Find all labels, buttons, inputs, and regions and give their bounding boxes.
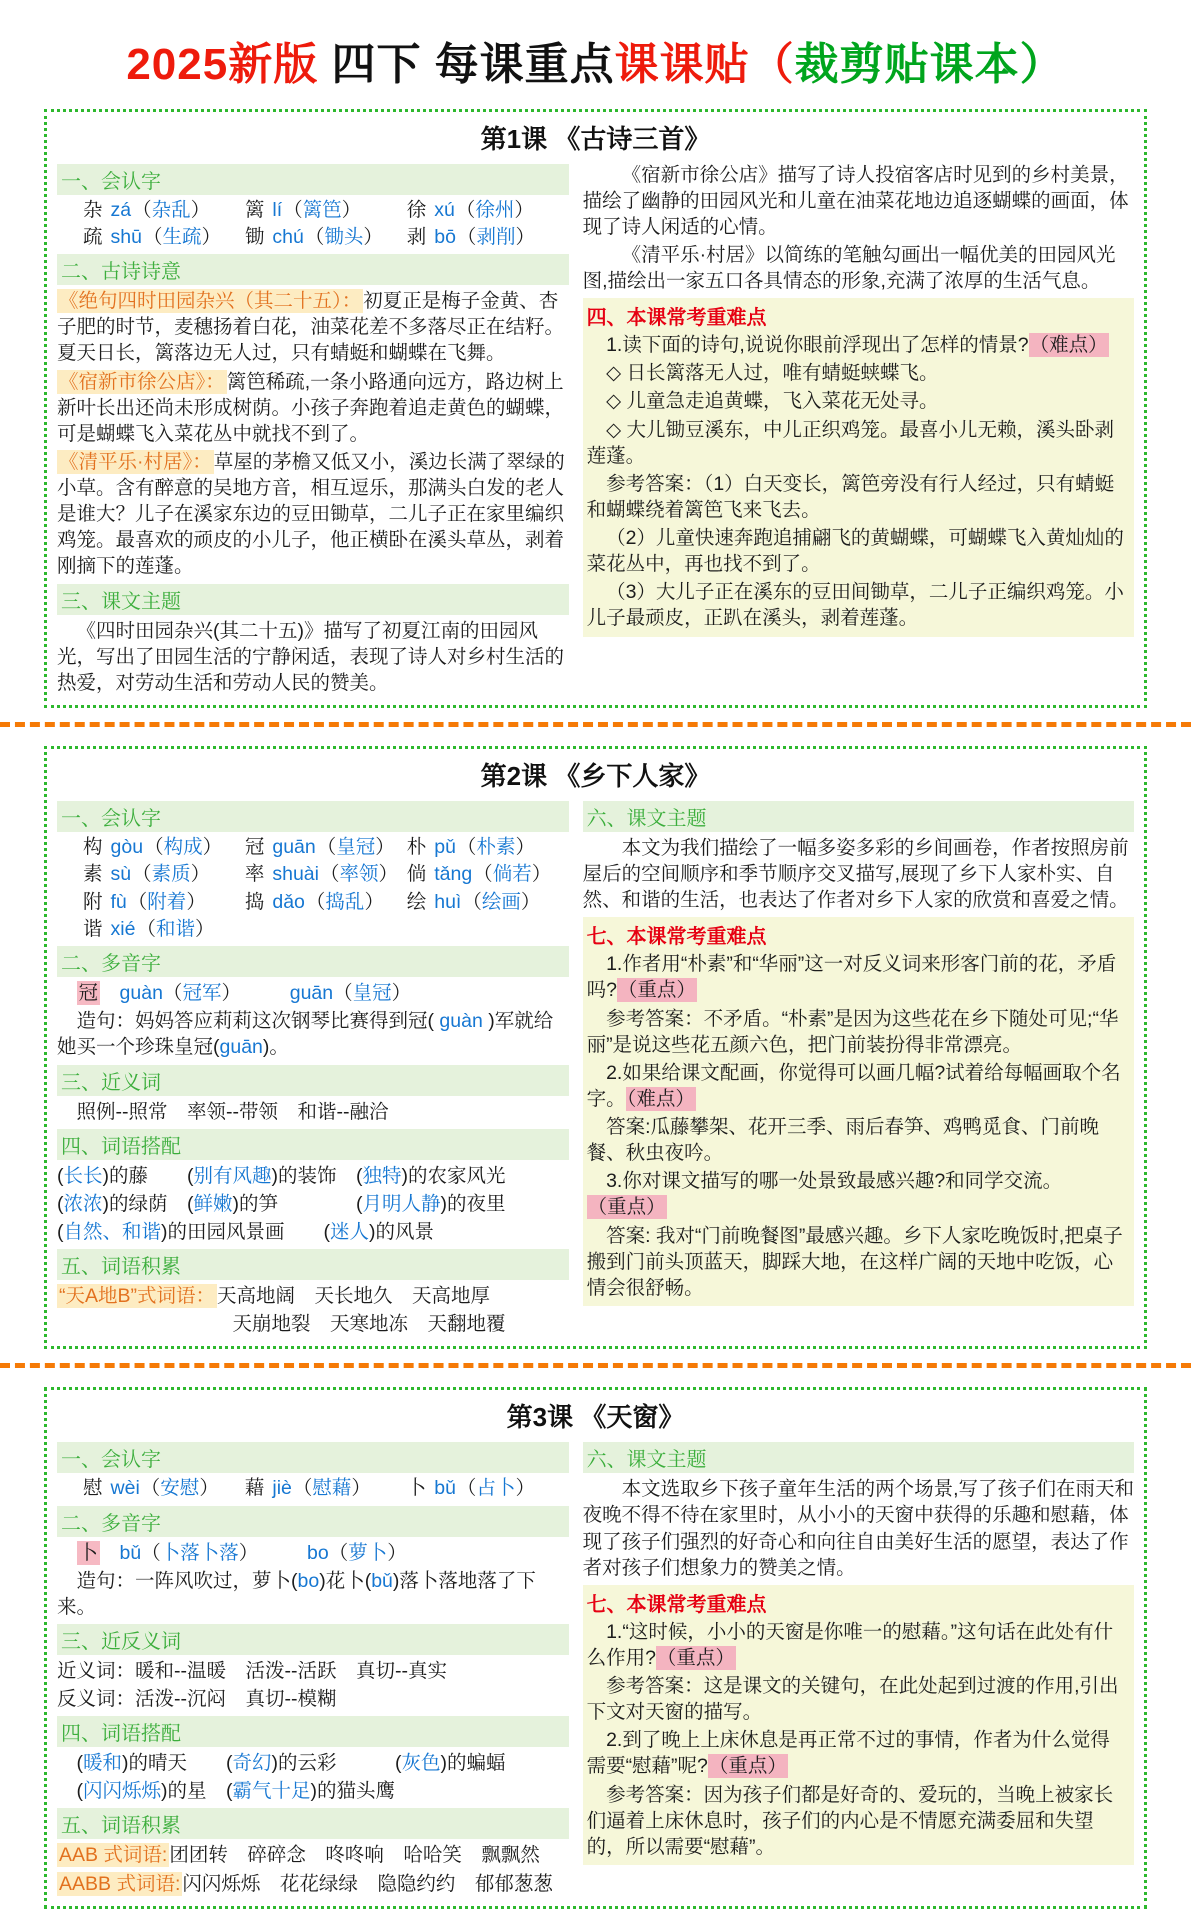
word-entry: [407, 1475, 569, 1502]
text-segment: )的藤 (: [102, 1164, 194, 1187]
section-header-label: 二、多音字: [61, 953, 161, 976]
text-segment: 萝卜: [348, 1541, 388, 1564]
section-header: [57, 946, 569, 977]
word-pinyin: bō: [434, 225, 456, 248]
lesson-title: 第2课 《乡下人家》: [480, 760, 711, 791]
word-pinyin: xié: [110, 917, 136, 940]
paragraph: [57, 1777, 569, 1805]
text-segment: 1.“这时候，小小的天窗是你唯一的慰藉。”这句话在此处有什么作用?: [586, 1620, 1114, 1669]
word-sample: （ 素质 ）: [132, 863, 210, 885]
paragraph: [57, 1310, 569, 1338]
word-entry: [83, 1475, 245, 1502]
word-entry: [245, 861, 407, 888]
text-segment: 照例--照常 率领--带领 和谐--融洽: [76, 1100, 389, 1123]
text-segment: )的星 (: [161, 1780, 233, 1803]
word-entry: [245, 1475, 407, 1502]
word-entry: [245, 224, 407, 251]
page-title-edition: 2025新版: [126, 40, 319, 89]
column-right: [583, 798, 1134, 1306]
text-segment: （: [141, 1541, 161, 1564]
word-sample: （ 锄头 ）: [305, 226, 383, 248]
word-pinyin: sù: [110, 863, 132, 886]
text-segment: )的风景: [369, 1220, 435, 1243]
text-segment: 1.读下面的诗句,说说你眼前浮现出了怎样的情景?: [606, 334, 1029, 357]
section-header-label: 二、多音字: [61, 1512, 161, 1535]
text-segment: guān: [219, 1036, 263, 1059]
text-segment: 参考答案：（1）白天变长，篱笆旁没有行人经过，只有蜻蜓和蝴蝶绕着篱笆飞来飞去。: [586, 472, 1115, 521]
paragraph: [57, 617, 569, 697]
text-segment: )的猫头鹰: [310, 1780, 396, 1803]
exam-section-label: 四、本课常考重难点: [586, 307, 767, 330]
section-separator: [0, 722, 1191, 727]
text-segment: 闪闪烁烁 花花绿绿 隐隐约约 郁郁葱葱: [182, 1872, 553, 1895]
text-segment: )的蝙蝠: [440, 1752, 506, 1775]
text-segment: 1.作者用“朴素”和“华丽”这一对反义词来形客门前的花，矛盾吗?: [586, 953, 1117, 1002]
text-segment: 闪闪烁烁: [83, 1780, 162, 1803]
text-segment: 别有风趣: [193, 1164, 272, 1187]
text-segment: ）: [387, 1541, 407, 1564]
text-segment: )花卜(: [319, 1569, 372, 1592]
paragraph: [57, 1841, 569, 1869]
page-title-brand: 课课贴（: [614, 40, 795, 89]
text-segment: bo: [307, 1541, 329, 1564]
lesson-columns: [57, 798, 1134, 1338]
text-segment: （重点）: [587, 1196, 666, 1219]
page-title-note: 裁剪贴课本）: [794, 40, 1065, 89]
section-header: [57, 1442, 569, 1473]
text-segment: 《四时田园杂兴(其二十五)》描写了初夏江南的田园风光，写出了田园生活的宁静闲适，表现了诗人对乡村生活的热爱，对劳动生活和劳动人民的赞美。: [57, 619, 565, 694]
text-segment: 冠军: [182, 982, 222, 1005]
word-entry: [407, 197, 569, 224]
text-segment: （难点）: [1029, 334, 1108, 357]
text-segment: 答案: 我对“门前晚餐图”最感兴趣。乡下人家吃晚饭时,把桌子搬到门前头顶蓝天，脚踩大地，在这样广阔的天地中吃饭，心情会很舒畅。: [586, 1224, 1123, 1299]
section-separator: [0, 1363, 1191, 1368]
text-segment: （: [162, 982, 183, 1005]
text-segment: 长长: [63, 1164, 103, 1187]
section-header: [583, 1442, 1134, 1473]
text-segment: 《宿新市徐公店》：: [59, 370, 225, 393]
section-header: [583, 801, 1134, 832]
word-sample: （ 安慰 ）: [141, 1477, 219, 1499]
word-char: 徐: [406, 198, 427, 221]
section-header-label: 六、课文主题: [586, 1449, 707, 1472]
paragraph: [57, 448, 569, 581]
text-segment: 天高地阔 天长地久 天高地厚: [217, 1285, 491, 1307]
paragraph: [587, 416, 1128, 470]
word-char: 谐: [83, 917, 103, 940]
exam-section-label: 七、本课常考重难点: [586, 926, 767, 949]
text-segment: 迷人: [330, 1220, 370, 1243]
paragraph: [583, 834, 1134, 914]
paragraph: [583, 161, 1134, 241]
word-entry: [83, 197, 245, 224]
paragraph: [57, 1870, 569, 1898]
exam-section-header: [587, 919, 1128, 950]
word-sample: （ 和谐 ）: [136, 918, 214, 940]
section-header: [57, 584, 569, 615]
text-segment: 造句：妈妈答应莉莉这次钢琴比赛得到冠(: [76, 1010, 440, 1033]
paragraph: [587, 1167, 1128, 1221]
word-entry: [83, 916, 245, 943]
word-char: 藉: [244, 1477, 265, 1500]
word-pinyin: tǎng: [434, 863, 473, 886]
word-sample: （ 占卜 ）: [457, 1477, 535, 1499]
section-header: [57, 1624, 569, 1655]
text-segment: 冠: [78, 982, 99, 1005]
lesson-columns: [57, 161, 1134, 697]
word-pinyin: fù: [110, 890, 127, 913]
word-sample: （ 绘画 ）: [462, 891, 540, 913]
word-pinyin: huì: [434, 890, 462, 913]
paragraph: [57, 1218, 569, 1246]
lesson-card: [44, 109, 1147, 708]
exam-section-header: [587, 1587, 1128, 1618]
word-sample: （ 慰藉 ）: [293, 1477, 371, 1499]
section-header-label: 一、会认字: [61, 170, 161, 193]
section-header: [57, 1716, 569, 1747]
word-char: 卜: [406, 1477, 427, 1500]
word-char: 慰: [83, 1477, 103, 1500]
section-header: [57, 1249, 569, 1280]
lesson-title: 第3课 《天窗》: [506, 1402, 685, 1433]
word-entry: [407, 834, 569, 861]
paragraph: [57, 287, 569, 367]
paragraph: [583, 1475, 1134, 1582]
section-header: [57, 1129, 569, 1160]
lessons-container: [0, 109, 1191, 1909]
paragraph: [587, 387, 1128, 415]
text-segment: bǔ: [119, 1541, 142, 1564]
column-right: [583, 161, 1134, 637]
text-segment: 2.到了晚上上床休息是再正常不过的事情，作者为什么觉得需要“慰藉”呢?: [586, 1729, 1110, 1778]
word-char: 捣: [244, 890, 265, 913]
words-grid: [57, 1475, 569, 1502]
text-segment: 本文为我们描绘了一幅多姿多彩的乡间画卷，作者按照房前屋后的空间顺序和季节顺序交叉描写,展现了乡下人家朴实、自然、和谐的生活，也表达了作者对乡下人家的欣赏和喜爱之情。: [582, 836, 1129, 912]
text-segment: (: [57, 1164, 64, 1187]
section-header: [57, 1506, 569, 1537]
text-segment: 皇冠: [352, 982, 392, 1005]
word-char: 篱: [244, 198, 265, 221]
word-char: 率: [244, 863, 265, 886]
text-segment: )军就给她买一个珍珠皇冠(: [57, 1010, 554, 1059]
word-char: 冠: [244, 835, 265, 858]
paragraph: [587, 331, 1128, 359]
text-segment: （重点）: [656, 1646, 735, 1669]
word-pinyin: lí: [272, 198, 283, 221]
word-char: 疏: [83, 225, 103, 248]
text-segment: (: [57, 1220, 64, 1243]
text-segment: 团团转 碎碎念 咚咚响 哈哈笑 飘飘然: [169, 1844, 540, 1867]
text-segment: ◇ 儿童急走追黄蝶，飞入菜花无处寻。: [606, 390, 939, 413]
page-title: [0, 40, 1191, 91]
section-header-label: 二、古诗诗意: [61, 261, 181, 284]
column-left: [57, 161, 569, 697]
word-pinyin: gòu: [110, 835, 144, 858]
text-segment: 反义词：活泼--沉闷 真切--模糊: [57, 1688, 337, 1711]
text-segment: 卜: [78, 1541, 99, 1564]
word-sample: （ 剥削 ）: [457, 226, 535, 248]
paragraph: [57, 1190, 569, 1218]
word-pinyin: wèi: [110, 1477, 140, 1500]
text-segment: (: [76, 1780, 83, 1803]
text-segment: 2.如果给课文配画，你觉得可以画几幅?试着给每幅画取个名字。: [586, 1061, 1121, 1110]
word-entry: [245, 197, 407, 224]
text-segment: [100, 982, 120, 1004]
word-sample: （ 生疏 ）: [143, 226, 221, 248]
paragraph: [587, 950, 1128, 1004]
text-segment: 草屋的茅檐又低又小，溪边长满了翠绿的小草。含有醉意的吴地方音，相互逗乐，那满头白发的老人是谁大？儿子在溪家东边的豆田锄草，二儿子正在家里编织鸡笼。最喜欢的顽皮的小儿子，他正横卧在溪头草丛，剥着刚摘下的莲蓬。: [57, 450, 565, 578]
section-header-label: 一、会认字: [61, 1449, 161, 1472]
word-entry: [83, 861, 245, 888]
word-pinyin: shū: [110, 225, 142, 248]
paragraph: [587, 1672, 1128, 1726]
text-segment: guān: [289, 982, 334, 1005]
section-header-label: 六、课文主题: [586, 807, 707, 830]
text-segment: )的夜里: [440, 1192, 506, 1215]
text-segment: 参考答案：这是课文的关键句，在此处起到过渡的作用,引出下文对天窗的描写。: [586, 1675, 1119, 1724]
paragraph: [587, 1222, 1128, 1302]
section-header: [57, 1808, 569, 1839]
text-segment: 天崩地裂 天寒地冻 天翻地覆: [57, 1313, 506, 1336]
text-segment: )落卜落地落了下来。: [57, 1569, 536, 1618]
word-sample: （ 率领 ）: [320, 863, 398, 885]
section-header: [57, 164, 569, 195]
text-segment: )的绿荫 (: [102, 1192, 194, 1215]
section-header-label: 五、词语积累: [61, 1815, 181, 1838]
section-header-label: 三、近义词: [61, 1071, 161, 1094]
text-segment: [100, 1542, 120, 1564]
text-segment: 初夏正是梅子金黄、杏子肥的时节，麦穗扬着白花，油菜花差不多落尽正在结籽。夏天日长，篱落边无人过，只有蜻蜓和蝴蝶在飞舞。: [57, 290, 565, 365]
paragraph: [57, 1098, 569, 1126]
word-char: 杂: [83, 198, 103, 221]
exam-section-label: 七、本课常考重难点: [586, 1593, 767, 1616]
paragraph: [587, 524, 1128, 578]
lesson-title: 第1课 《古诗三首》: [480, 123, 711, 154]
text-segment: 鲜嫩: [193, 1192, 233, 1215]
text-segment: 近义词：暖和--温暖 活泼--活跃 真切--真实: [57, 1659, 447, 1682]
text-segment: 参考答案：不矛盾。“朴素”是因为这些花在乡下随处可见;“华丽”是说这些花五颜六色，把门前装扮得非常漂亮。: [586, 1007, 1119, 1056]
word-char: 附: [83, 890, 103, 913]
text-segment: 奇幻: [232, 1752, 272, 1775]
paragraph: [57, 1162, 569, 1190]
section-header-label: 五、词语积累: [61, 1256, 181, 1278]
word-sample: （ 徐州 ）: [456, 199, 534, 221]
exam-block: [583, 1585, 1134, 1865]
text-segment: guàn: [439, 1010, 483, 1033]
text-segment: 造句：一阵风吹过，萝卜(: [76, 1569, 298, 1592]
text-segment: ）: [238, 1541, 308, 1564]
paragraph: [587, 470, 1128, 524]
text-segment: （: [333, 982, 353, 1005]
word-char: 锄: [244, 225, 265, 248]
text-segment: （重点）: [617, 979, 696, 1002]
paragraph: [587, 578, 1128, 632]
paragraph: [587, 1726, 1128, 1780]
text-segment: 《宿新市徐公店》描写了诗人投宿客店时见到的乡村美景，描绘了幽静的田园风光和儿童在油菜花地边追逐蝴蝶的画面，体现了诗人闲适的心情。: [582, 163, 1129, 238]
column-right: [583, 1439, 1134, 1865]
paragraph: [57, 1749, 569, 1777]
section-header: [57, 801, 569, 832]
text-segment: （: [328, 1541, 349, 1564]
word-entry: [83, 834, 245, 861]
word-char: 倘: [406, 863, 427, 886]
column-left: [57, 798, 569, 1338]
word-sample: （ 附着 ）: [128, 891, 206, 913]
word-sample: （ 捣乱 ）: [306, 891, 384, 913]
word-char: 绘: [406, 890, 427, 913]
text-segment: AAB 式词语:: [59, 1844, 168, 1867]
word-pinyin: dǎo: [272, 890, 305, 913]
word-sample: （ 构成 ）: [144, 836, 222, 858]
exam-section-header: [587, 300, 1128, 331]
lesson-columns: [57, 1439, 1134, 1897]
text-segment: (: [57, 1192, 64, 1215]
word-sample: （ 杂乱 ）: [132, 199, 210, 221]
exam-block: [583, 298, 1134, 636]
word-entry: [83, 224, 245, 251]
paragraph: [57, 1007, 569, 1061]
text-segment: )的云彩 (: [271, 1752, 402, 1775]
text-segment: 浓浓: [63, 1192, 103, 1215]
word-char: 构: [83, 835, 103, 858]
text-segment: 暖和: [83, 1752, 123, 1775]
section-header: [57, 254, 569, 285]
word-entry: [407, 861, 569, 888]
text-segment: 卜落卜落: [160, 1541, 239, 1564]
text-segment: bo: [297, 1569, 320, 1592]
text-segment: )的晴天 (: [122, 1752, 233, 1775]
paragraph: [587, 1059, 1128, 1113]
paragraph: [583, 241, 1134, 295]
paragraph: [57, 1539, 569, 1567]
word-sample: （ 倘若 ）: [473, 863, 551, 885]
exam-block: [583, 917, 1134, 1306]
text-segment: 《绝句四时田园杂兴（其二十五）：: [59, 290, 362, 313]
paragraph: [57, 1685, 569, 1713]
text-segment: )的装饰 (: [271, 1164, 363, 1187]
text-segment: guàn: [119, 982, 163, 1005]
word-pinyin: bǔ: [434, 1477, 456, 1500]
section-header: [57, 1065, 569, 1096]
word-entry: [83, 889, 245, 916]
text-segment: ◇ 日长篱落无人过，唯有蜻蜓蛱蝶飞。: [606, 362, 939, 385]
text-segment: 《清平乐·村居》以简练的笔触勾画出一幅优美的田园风光图,描绘出一家五口各具情态的形象,充满了浓厚的生活气息。: [582, 243, 1116, 293]
paragraph: [587, 1781, 1128, 1861]
text-segment: ◇ 大儿锄豆溪东，中儿正织鸡笼。最喜小儿无赖，溪头卧剥莲蓬。: [586, 418, 1114, 467]
text-segment: （难点）: [626, 1087, 695, 1110]
paragraph: [587, 1113, 1128, 1167]
text-segment: （重点）: [708, 1755, 787, 1778]
text-segment: 独特: [362, 1164, 402, 1187]
text-segment: 月明人静: [362, 1192, 441, 1215]
text-segment: ）: [391, 982, 412, 1005]
text-segment: （2）儿童快速奔跑追捕翩飞的黄蝴蝶，可蝴蝶飞入黄灿灿的菜花丛中，再也找不到了。: [586, 527, 1124, 576]
section-header-label: 一、会认字: [61, 807, 161, 830]
text-segment: )的笋 (: [232, 1192, 363, 1215]
text-segment: AABB 式词语:: [59, 1872, 181, 1895]
text-segment: 本文选取乡下孩子童年生活的两个场景,写了孩子们在雨天和夜晚不得不待在家里时，从小小的天窗中获得的乐趣和慰藉，体现了孩子们强烈的好奇心和向往自由美好生活的愿望，表达了作者对孩子们想象力的赞美之情。: [582, 1478, 1134, 1579]
word-sample: （ 篱笆 ）: [283, 199, 361, 221]
section-header-label: 四、词语搭配: [61, 1135, 181, 1158]
paragraph: [587, 1005, 1128, 1059]
text-segment: (: [76, 1752, 83, 1775]
lesson-card: [44, 746, 1147, 1349]
word-pinyin: guān: [272, 835, 316, 858]
word-pinyin: xú: [434, 198, 455, 221]
word-char: 朴: [406, 835, 427, 858]
word-entry: [407, 224, 569, 251]
text-segment: 《清平乐·村居》：: [59, 450, 212, 473]
text-segment: （3）大儿子正在溪东的豆田间锄草，二儿子正编织鸡笼。小儿子最顽皮，正趴在溪头，剥着莲蓬。: [586, 581, 1124, 630]
column-left: [57, 1439, 569, 1897]
word-pinyin: jiè: [272, 1477, 292, 1500]
text-segment: 霸气十足: [232, 1780, 311, 1803]
paragraph: [57, 979, 569, 1007]
text-segment: 答案:瓜藤攀架、花开三季、雨后春笋、鸡鸭觅食、门前晚餐、秋虫夜吟。: [586, 1116, 1099, 1165]
word-entry: [245, 889, 407, 916]
section-header-label: 三、近反义词: [61, 1630, 181, 1653]
section-header-label: 四、词语搭配: [61, 1723, 181, 1746]
words-grid: [57, 197, 569, 252]
text-segment: 3.你对课文描写的哪一处景致最感兴趣?和同学交流。: [606, 1170, 1063, 1193]
text-segment: )的农家风光: [401, 1164, 506, 1187]
word-pinyin: zá: [110, 198, 132, 221]
paragraph: [57, 1567, 569, 1621]
word-sample: （ 朴素 ）: [457, 836, 535, 858]
word-pinyin: chú: [272, 225, 304, 248]
text-segment: bǔ: [371, 1569, 393, 1592]
paragraph: [57, 1282, 569, 1310]
paragraph: [587, 1618, 1128, 1672]
page-title-grade: 四下 每课重点: [318, 40, 615, 89]
text-segment: ）: [221, 982, 290, 1005]
text-segment: 篱笆稀疏,一条小路通向远方，路边树上新叶长出还尚未形成树荫。小孩子奔跑着追走黄色的蝴蝶，可是蝴蝶飞入菜花丛中就找不到了。: [57, 370, 565, 445]
text-segment: 自然、和谐: [63, 1220, 162, 1243]
words-grid: [57, 834, 569, 943]
word-entry: [407, 889, 569, 916]
word-char: 素: [83, 863, 103, 886]
word-pinyin: shuài: [272, 863, 319, 886]
word-char: 剥: [406, 225, 427, 248]
paragraph: [57, 1657, 569, 1685]
word-sample: （ 皇冠 ）: [317, 836, 395, 858]
lesson-card: [44, 1387, 1147, 1908]
section-header-label: 三、课文主题: [61, 590, 181, 613]
word-entry: [245, 834, 407, 861]
word-pinyin: pǔ: [434, 835, 456, 858]
text-segment: 灰色: [401, 1752, 441, 1775]
paragraph: [587, 359, 1128, 387]
text-segment: “天A地B”式词语：: [59, 1285, 216, 1307]
text-segment: )的田园风景画 (: [161, 1220, 331, 1243]
text-segment: 参考答案：因为孩子们都是好奇的、爱玩的，当晚上被家长们逼着上床休息时，孩子们的内心是不情愿充满委屈和失望的，所以需要“慰藉”。: [586, 1783, 1114, 1858]
text-segment: )。: [262, 1036, 289, 1059]
paragraph: [57, 368, 569, 448]
